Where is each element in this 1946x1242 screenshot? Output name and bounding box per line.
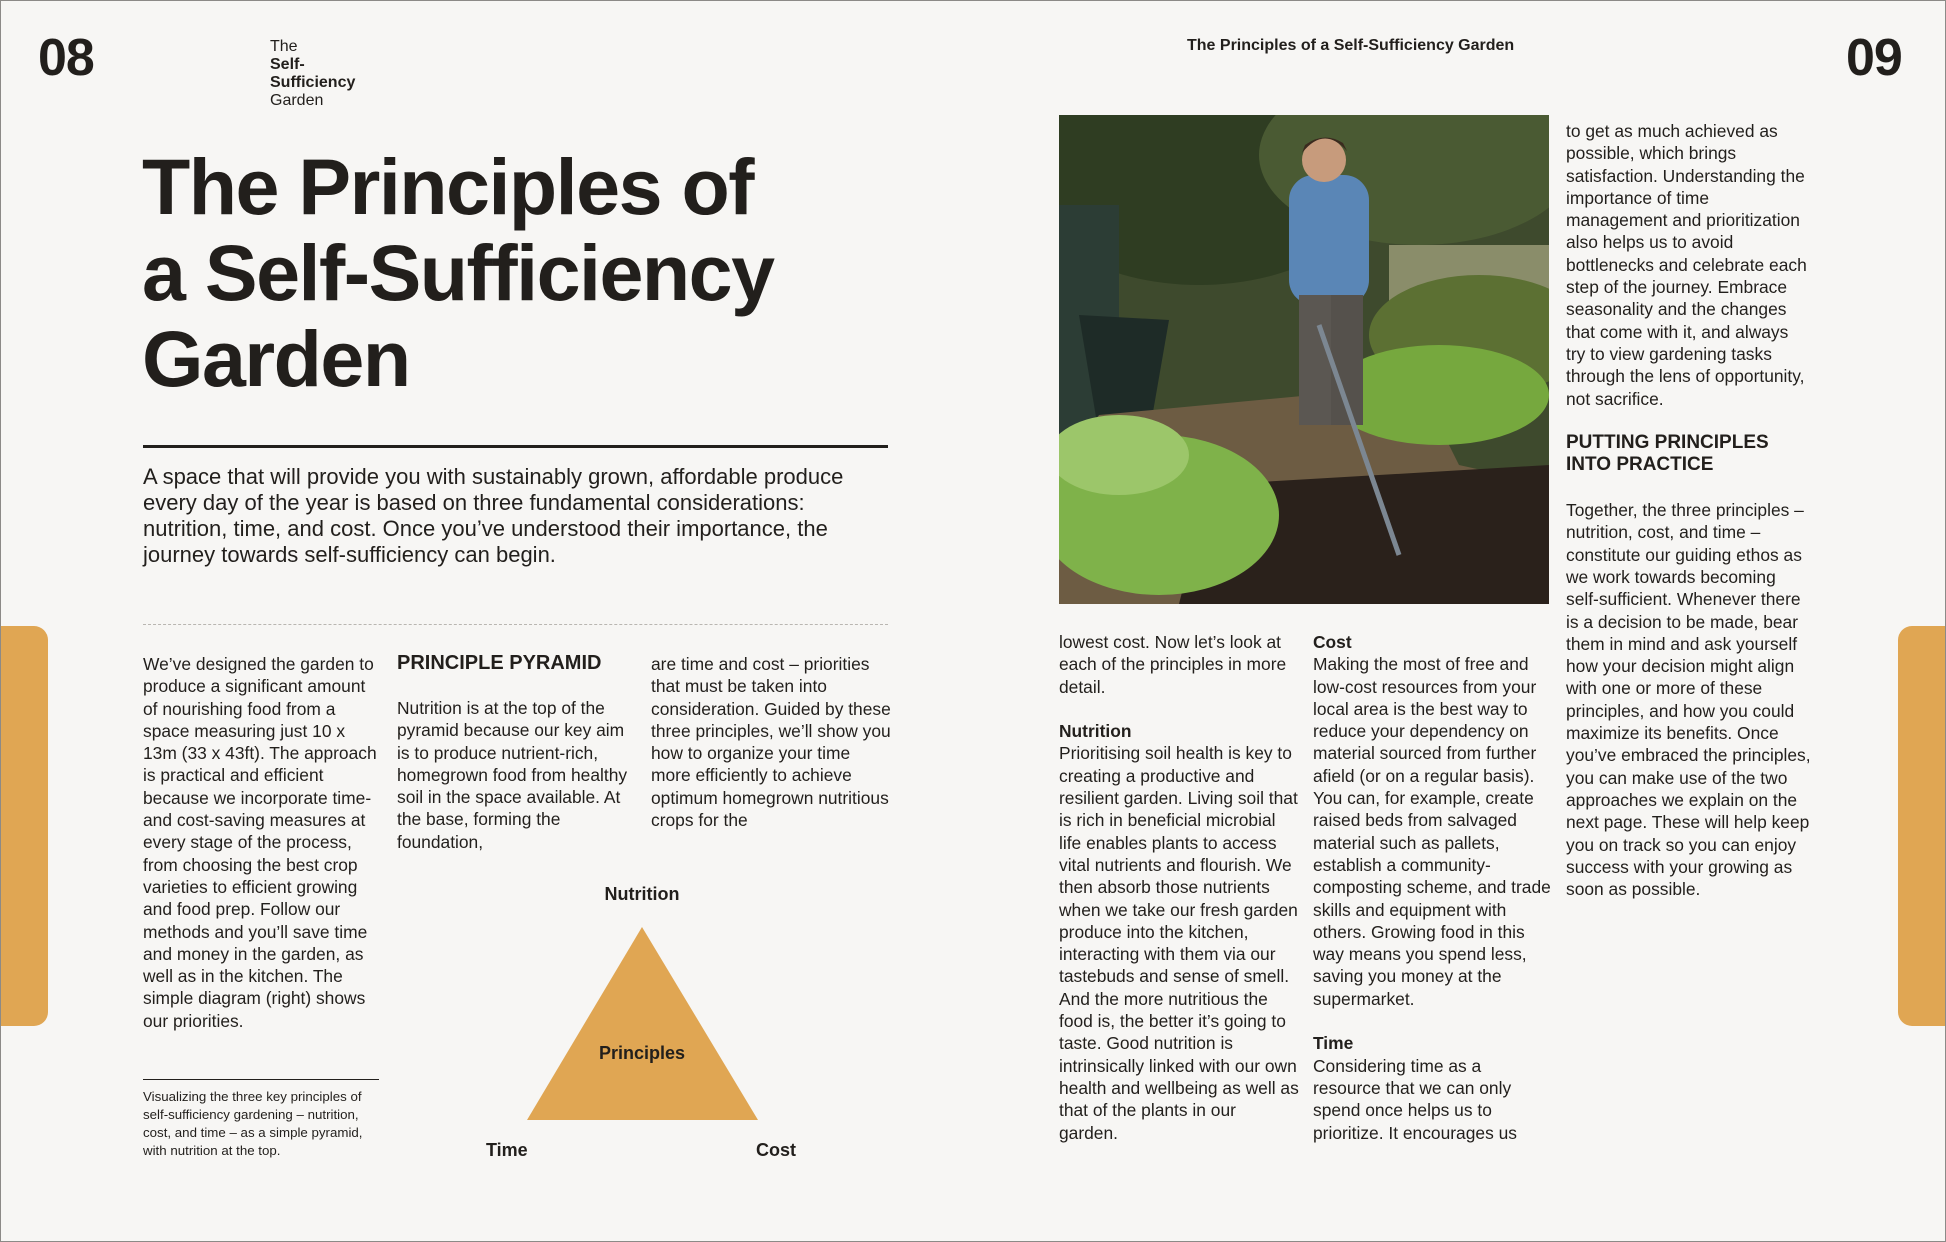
- subheading-cost: Cost: [1313, 632, 1352, 652]
- pyramid-triangle: [527, 927, 758, 1120]
- body-column-2: Nutrition is at the top of the pyramid because our key aim is to produce nutrient-rich, homegrown food from healthy soil in the space available. At the base, forming the foundation,: [397, 698, 628, 852]
- right-body-column-1: [1059, 631, 1299, 1144]
- principle-pyramid-diagram: [480, 880, 810, 1170]
- header-line: The: [270, 38, 298, 55]
- page-title: [142, 144, 774, 402]
- body-column-1: We’ve designed the garden to produce a significant amount of nourishing food from a space measuring just 10 x 13m (33 x 43ft). The approach is practical and efficient because we incorporate time- and cost-saving measures at every stage of the process, from choosing the best crop varieties to efficient growing and food prep. Follow our methods and you’ll save time and money in the garden, as well as in the kitchen. The simple diagram (right) shows our priorities.: [143, 654, 377, 1031]
- pyramid-label-left: Time: [486, 1140, 528, 1160]
- pyramid-label-top: Nutrition: [604, 884, 680, 904]
- section-heading: PUTTING PRINCIPLES INTO PRACTICE: [1566, 432, 1769, 476]
- title-line: Garden: [142, 314, 410, 403]
- right-body-column-2: [1313, 631, 1551, 1144]
- body-column-3: are time and cost – priorities that must be taken into consideration. Guided by these three principles, we’ll show you how to organize your time more efficiently to achieve optimum homegrown nutritious crops for the: [651, 654, 891, 831]
- paragraph: Considering time as a resource that we can only spend once helps us to prioritize. It encourages us: [1313, 1055, 1517, 1143]
- page-number-right: 09: [1846, 29, 1902, 87]
- photo-illustration: [1059, 115, 1549, 604]
- header-line: Self-: [270, 56, 305, 73]
- paragraph: Making the most of free and low-cost resources from your local area is the best way to reduce your dependency on material sourced from further afield (or on a regular basis). You can, for example, create raised beds from salvaged material such as pallets, establish a community-composting scheme, and trade skills and equipment with others. Growing food in this way means you spend less, saving you money at the supermarket.: [1313, 654, 1551, 1009]
- intro-paragraph: A space that will provide you with sustainably grown, affordable produce every day of the year is based on three fundamental considerations: nutrition, time, and cost. Once you’ve understood their importance, the journey towards self-sufficiency can begin.: [143, 464, 844, 567]
- pyramid-label-right: Cost: [756, 1140, 796, 1160]
- page-number-left: 08: [38, 29, 94, 87]
- title-rule: [143, 445, 888, 448]
- subheading-time: Time: [1313, 1033, 1354, 1054]
- paragraph: lowest cost. Now let’s look at each of the principles in more detail.: [1059, 632, 1287, 697]
- running-head: The Principles of a Self-Sufficiency Garden: [1187, 37, 1515, 54]
- pyramid-svg: [480, 880, 810, 1170]
- header-line: Garden: [270, 92, 324, 109]
- right-body-column-3: [1566, 120, 1811, 900]
- section-heading: PRINCIPLE PYRAMID: [397, 652, 602, 674]
- subheading-nutrition: Nutrition: [1059, 721, 1132, 742]
- section-divider: [143, 624, 888, 625]
- right-edge-tab: [1898, 626, 1946, 1026]
- title-line: The Principles of: [142, 142, 754, 231]
- paragraph: Together, the three principles – nutrition, cost, and time – constitute our guiding ethos as we work towards becoming self-sufficient. Whenever there is a decision to be made, bear them in mind and ask yourself how your decision might align with one or more of these principles, and how you could maximize its benefits. Once you’ve embraced the principles, you can make use of the two approaches we explain on the next page. These will help keep you on track so you can enjoy success with your growing as soon as possible.: [1566, 500, 1811, 900]
- pyramid-label-center: Principles: [598, 1043, 686, 1063]
- header-line: Sufficiency: [270, 74, 356, 91]
- gardener-photo: [1059, 115, 1549, 604]
- title-line: a Self-Sufficiency: [142, 228, 774, 317]
- book-header: [270, 38, 355, 110]
- left-edge-tab: [0, 626, 48, 1026]
- diagram-caption: Visualizing the three key principles of self-sufficiency gardening – nutrition, cost, and time – as a simple pyramid, with nutrition at the top.: [143, 1089, 363, 1158]
- paragraph: Prioritising soil health is key to creating a productive and resilient garden. Living soil that is rich in beneficial microbial life enables plants to access vital nutrients and flourish. We then absorb those nutrients when we take our fresh garden produce into the kitchen, interacting with them via our tastebuds and sense of smell. And the more nutritious the food is, the better it’s going to taste. Good nutrition is intrinsically linked with our own health and wellbeing as well as that of the plants in our garden.: [1059, 743, 1299, 1143]
- caption-rule: [143, 1079, 379, 1080]
- paragraph: to get as much achieved as possible, which brings satisfaction. Understanding the importance of time management and prioritization also helps us to avoid bottlenecks and celebrate each step of the journey. Embrace seasonality and the changes that come with it, and always try to view gardening tasks through the lens of opportunity, not sacrifice.: [1566, 121, 1807, 409]
